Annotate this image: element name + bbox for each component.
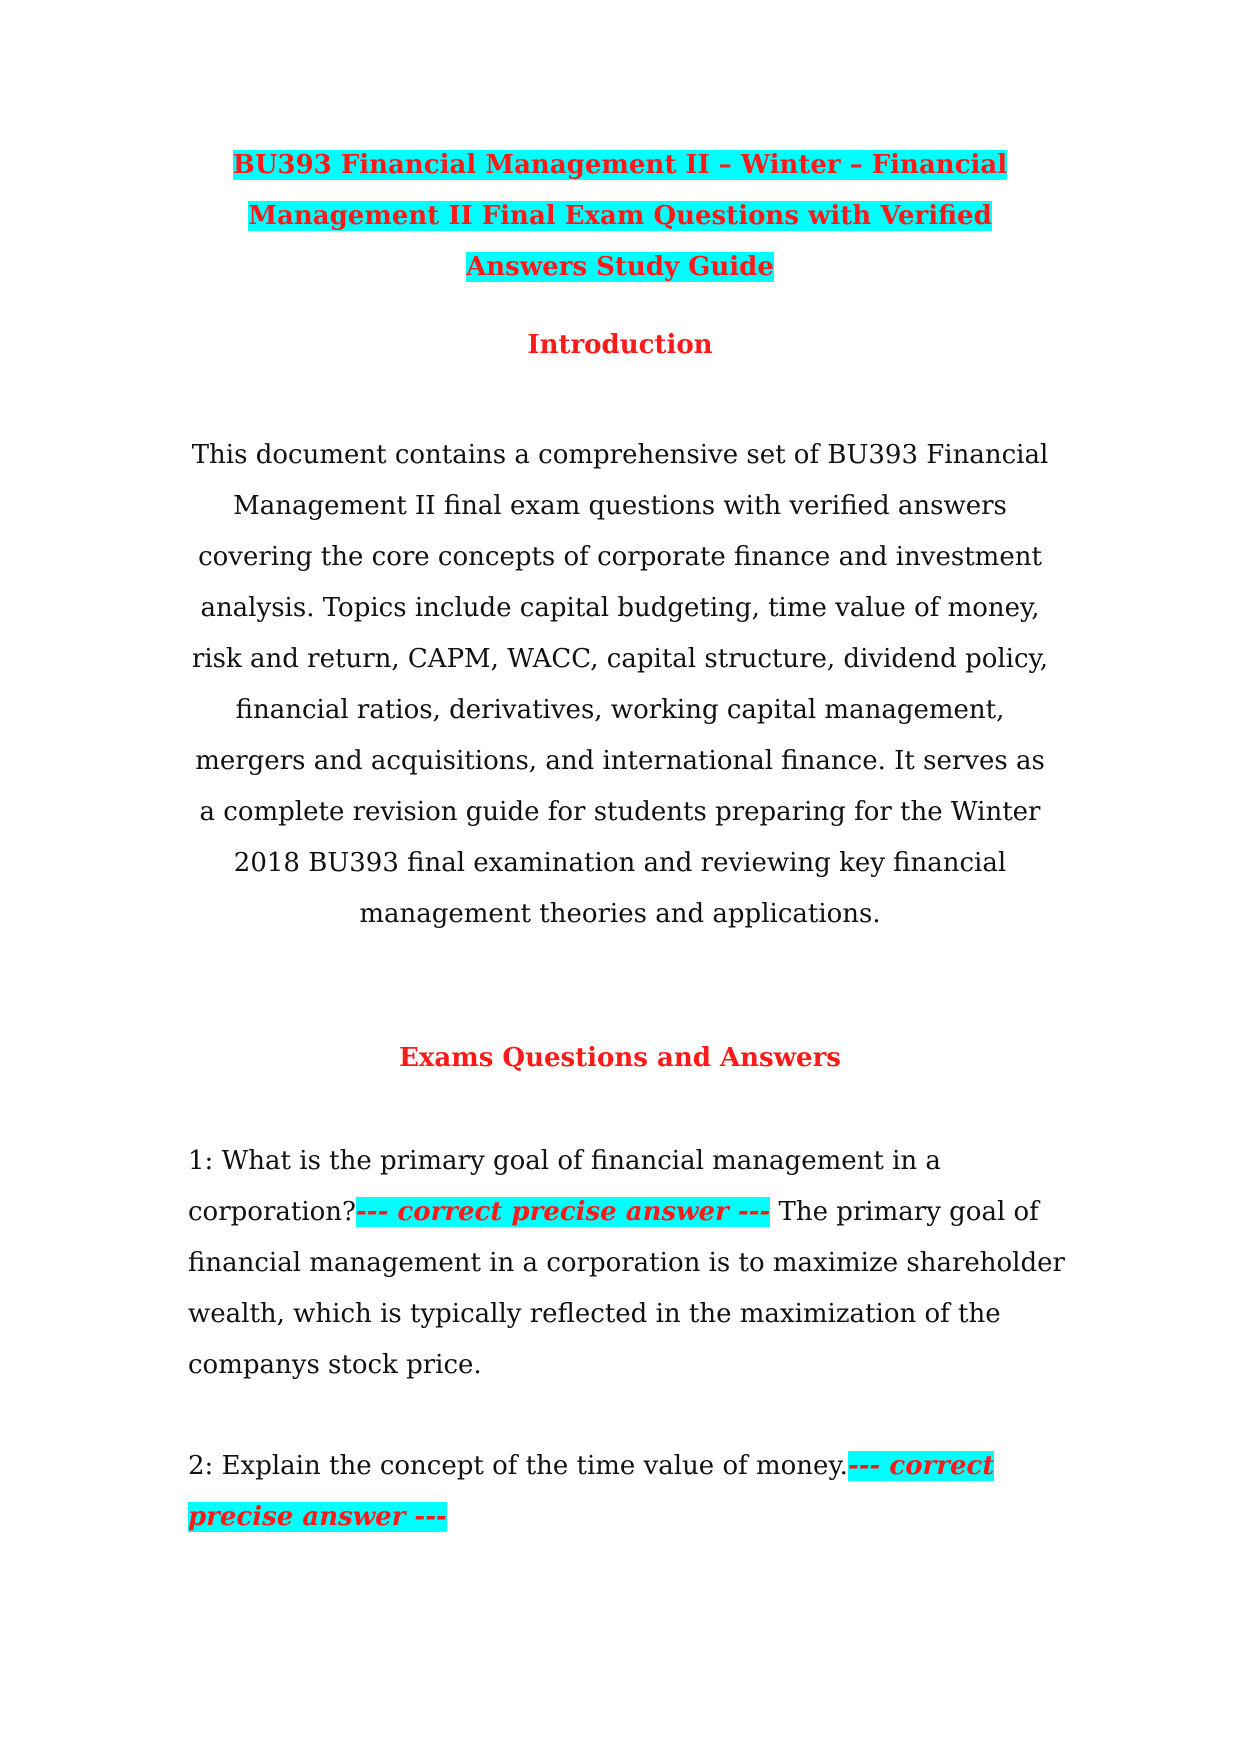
- document-title-text: BU393 Financial Management II – Winter – Financial Management II Final Exam Questions with Verified Answers Study Guide: [232, 150, 1008, 282]
- introduction-paragraph: This document contains a comprehensive set of BU393 Financial Management II final exam questions with verified answers covering the core concepts of corporate finance and investment analysis. Topics include capital budgeting, time value of money, risk and return, CAPM, WACC, capital structure, dividend policy, financial ratios, derivatives, working capital management, mergers and acquisitions, and international finance. It serves as a complete revision guide for students preparing for the Winter 2018 BU393 final examination and reviewing key financial management theories and applications.: [191, 440, 1049, 929]
- question-2-text: 2: Explain the concept of the time value of money.: [188, 1451, 848, 1481]
- question-2: [188, 1441, 1068, 1543]
- question-1-text: 1: What is the primary goal of financial management in a corporation?: [188, 1146, 941, 1227]
- document-title: [190, 140, 1050, 293]
- introduction-heading: Introduction: [527, 330, 713, 360]
- qa-section-heading: Exams Questions and Answers: [399, 1043, 841, 1073]
- question-1: [188, 1136, 1068, 1391]
- question-2-answer-marker: --- correct precise answer ---: [188, 1451, 995, 1532]
- question-1-answer-marker: --- correct precise answer ---: [355, 1197, 771, 1227]
- question-1-answer: The primary goal of financial management in a corporation is to maximize shareholder wealth, which is typically reflected in the maximization of the companys stock price.: [188, 1197, 1065, 1380]
